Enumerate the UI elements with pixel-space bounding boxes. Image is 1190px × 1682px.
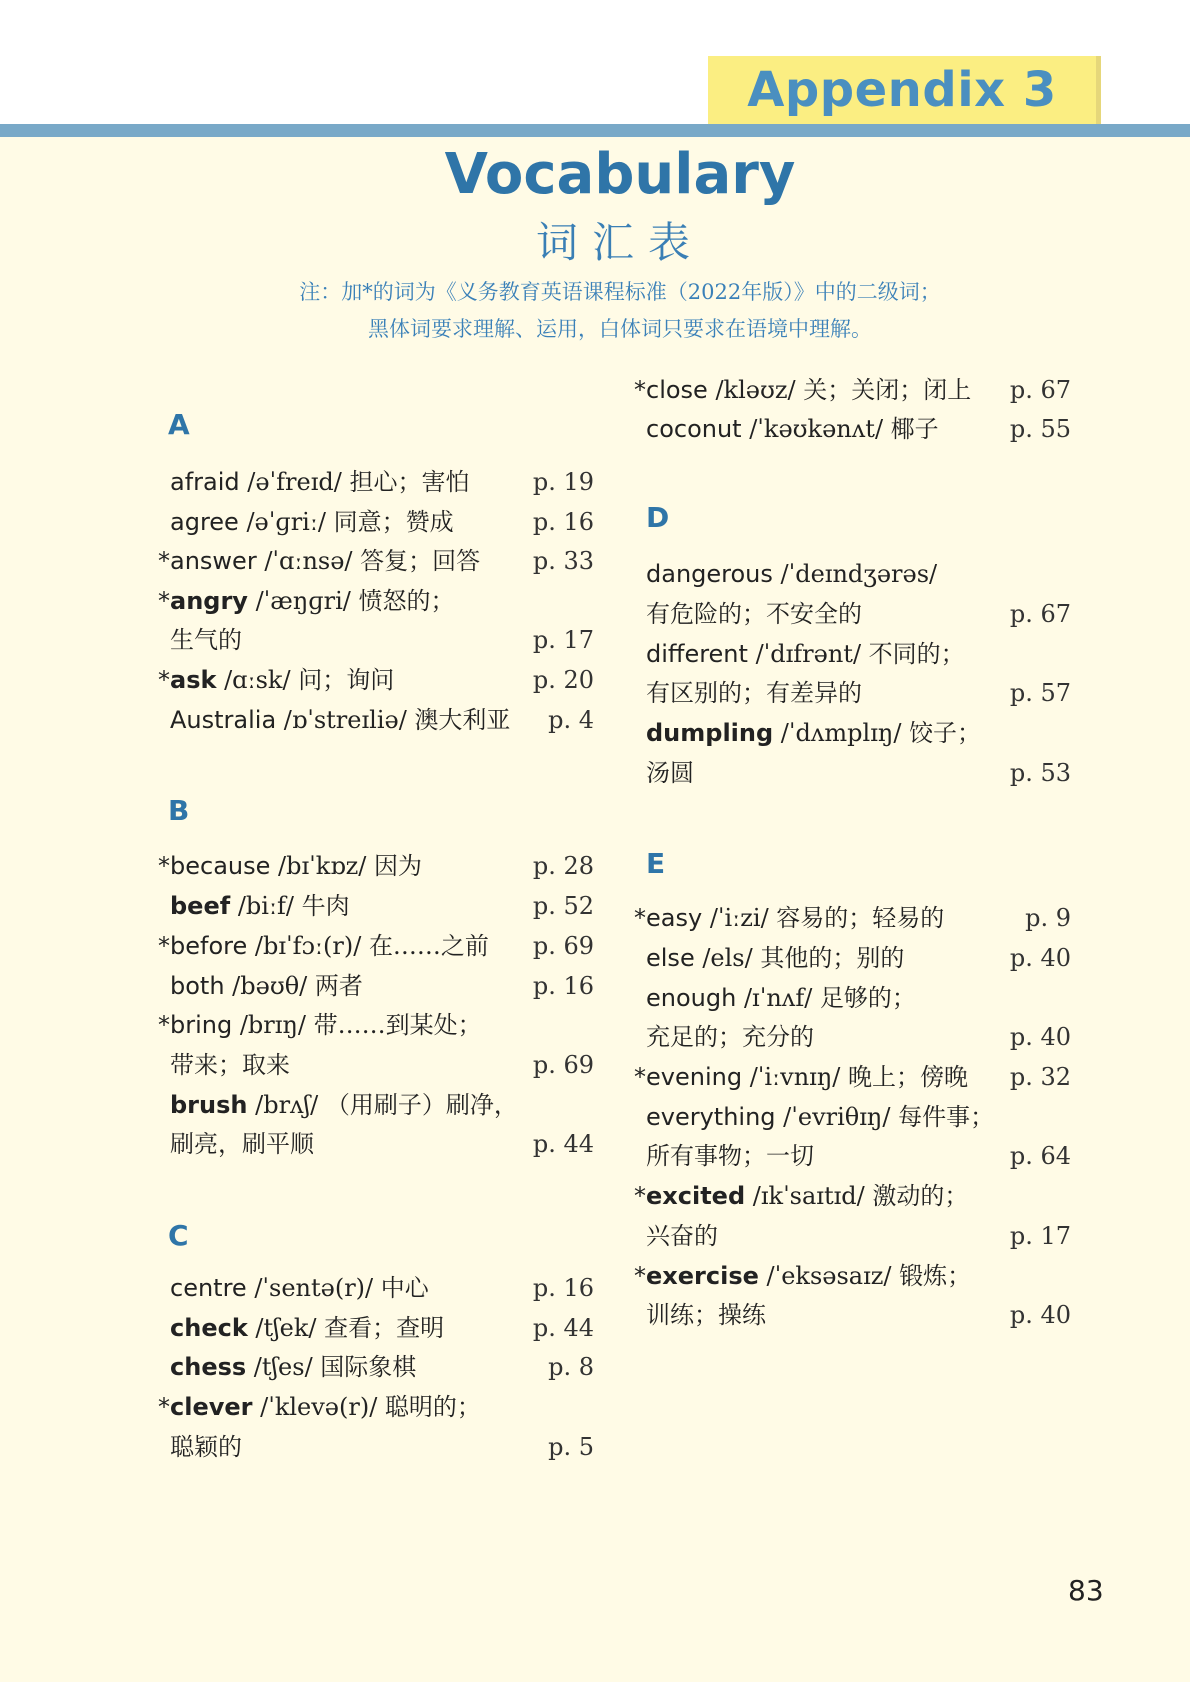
section-letter-d: D	[646, 501, 670, 534]
vocab-entry-excited-cont: 兴奋的 p. 17	[646, 1222, 1071, 1250]
section-letter-a: A	[168, 408, 190, 441]
vocab-entry-coconut: coconut /ˈkəʊkənʌt/ 椰子 p. 55	[646, 415, 1071, 443]
page-number: 83	[1068, 1574, 1104, 1607]
appendix-tab	[708, 56, 1096, 124]
vocab-entry-both: both /bəʊθ/ 两者 p. 16	[170, 972, 594, 1000]
vocab-entry-angry: *angry /ˈæŋɡri/ 愤怒的；	[158, 587, 455, 615]
vocab-entry-check: check /tʃek/ 查看；查明 p. 44	[170, 1314, 594, 1342]
vocab-entry-enough: enough /ɪˈnʌf/ 足够的；	[646, 984, 916, 1012]
vocab-entry-else: else /els/ 其他的；别的 p. 40	[646, 944, 1071, 972]
vocab-entry-chess: chess /tʃes/ 国际象棋 p. 8	[170, 1353, 594, 1381]
vocab-entry-afraid: afraid /əˈfreɪd/ 担心；害怕 p. 19	[170, 468, 594, 496]
vocab-entry-before: *before /bɪˈfɔː(r)/ 在……之前 p. 69	[158, 932, 594, 960]
vocab-entry-angry-cont: 生气的 p. 17	[170, 626, 594, 654]
page-title: Vocabulary	[444, 142, 796, 207]
vocab-entry-australia: Australia /ɒˈstreɪliə/ 澳大利亚 p. 4	[170, 706, 594, 734]
vocab-entry-dangerous: dangerous /ˈdeɪndʒərəs/	[646, 560, 938, 588]
vocab-entry-everything: everything /ˈevriθɪŋ/ 每件事；	[646, 1103, 995, 1131]
vocab-entry-because: *because /bɪˈkɒz/ 因为 p. 28	[158, 852, 594, 880]
section-letter-c: C	[168, 1219, 189, 1252]
vocab-entry-brush-cont: 刷亮，刷平顺 p. 44	[170, 1130, 594, 1158]
note-line-2: 黑体词要求理解、运用，白体词只要求在语境中理解。	[368, 317, 872, 341]
vocab-entry-excited: *excited /ɪkˈsaɪtɪd/ 激动的；	[634, 1182, 969, 1210]
appendix-label: Appendix 3	[747, 62, 1057, 118]
section-letter-b: B	[168, 794, 190, 827]
section-letter-e: E	[646, 847, 666, 880]
vocab-entry-evening: *evening /ˈiːvnɪŋ/ 晚上；傍晚 p. 32	[634, 1063, 1071, 1091]
vocab-entry-close: *close /kləʊz/ 关；关闭；闭上 p. 67	[634, 376, 1071, 404]
vocab-entry-brush: brush /brʌʃ/ （用刷子）刷净，	[170, 1091, 518, 1119]
vocab-entry-dumpling-cont: 汤圆 p. 53	[646, 759, 1071, 787]
vocab-entry-bring-cont: 带来；取来 p. 69	[170, 1051, 594, 1079]
vocab-entry-exercise-cont: 训练；操练 p. 40	[646, 1301, 1071, 1329]
vocab-entry-agree: agree /əˈɡriː/ 同意；赞成 p. 16	[170, 508, 594, 536]
vocab-entry-enough-cont: 充足的；充分的 p. 40	[646, 1023, 1071, 1051]
header-rule	[0, 124, 1190, 137]
vocab-entry-different-cont: 有区别的；有差异的 p. 57	[646, 679, 1071, 707]
vocab-entry-beef: beef /biːf/ 牛肉 p. 52	[170, 892, 594, 920]
vocab-entry-clever: *clever /ˈklevə(r)/ 聪明的；	[158, 1393, 481, 1421]
note-line-1: 注：加*的词为《义务教育英语课程标准（2022年版）》中的二级词；	[299, 280, 941, 304]
vocab-entry-easy: *easy /ˈiːzi/ 容易的；轻易的 p. 9	[634, 904, 1071, 932]
vocab-entry-exercise: *exercise /ˈeksəsaɪz/ 锻炼；	[634, 1262, 972, 1290]
vocab-entry-everything-cont: 所有事物；一切 p. 64	[646, 1142, 1071, 1170]
vocab-entry-answer: *answer /ˈɑːnsə/ 答复；回答 p. 33	[158, 547, 594, 575]
vocab-entry-dangerous-cont: 有危险的；不安全的 p. 67	[646, 600, 1071, 628]
vocab-entry-different: different /ˈdɪfrənt/ 不同的；	[646, 640, 965, 668]
vocab-entry-dumpling: dumpling /ˈdʌmplɪŋ/ 饺子；	[646, 719, 982, 747]
page-subtitle: 词汇表	[535, 218, 704, 267]
vocab-entry-ask: *ask /ɑːsk/ 问；询问 p. 20	[158, 666, 594, 694]
vocab-entry-bring: *bring /brɪŋ/ 带……到某处；	[158, 1011, 482, 1039]
vocab-entry-clever-cont: 聪颖的 p. 5	[170, 1433, 594, 1461]
vocab-entry-centre: centre /ˈsentə(r)/ 中心 p. 16	[170, 1274, 594, 1302]
